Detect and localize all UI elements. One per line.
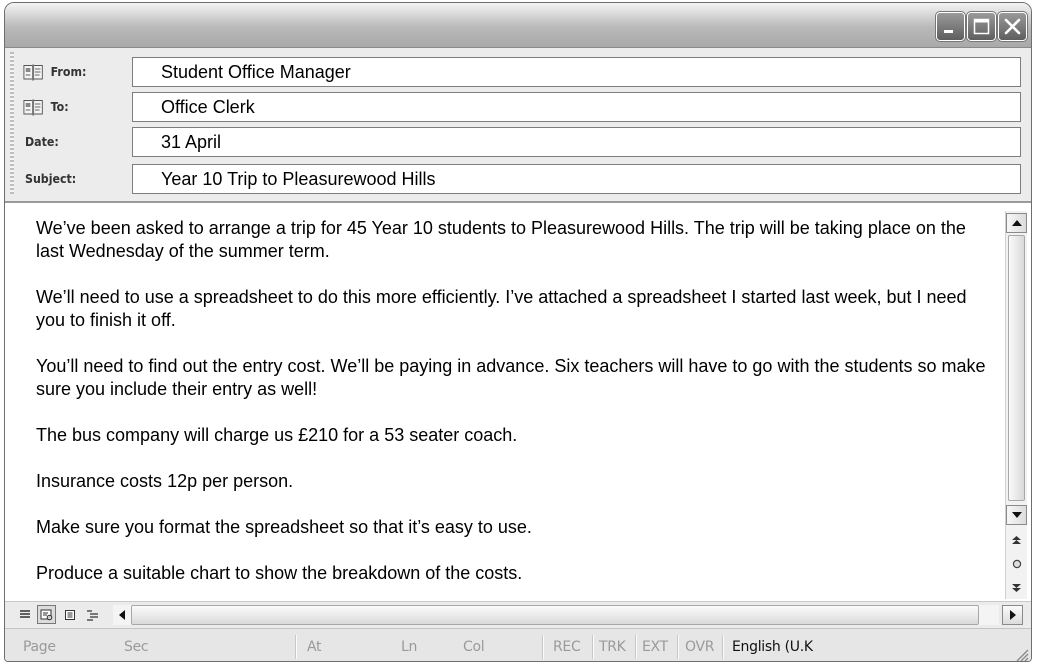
next-page-button[interactable]	[1006, 577, 1027, 599]
status-separator	[295, 635, 297, 659]
outline-view-button[interactable]	[83, 605, 102, 624]
status-at: At	[307, 638, 322, 655]
close-button[interactable]	[998, 12, 1027, 41]
from-label[interactable]	[23, 57, 120, 87]
body-paragraph: You’ll need to find out the entry cost. We’ll be paying in advance. Six teachers will have to go with the students so make sure you include their entry as well!	[36, 356, 986, 399]
maximize-icon	[972, 17, 991, 36]
status-section: Sec	[124, 638, 149, 655]
status-column: Col	[463, 638, 485, 655]
email-window	[4, 2, 1032, 662]
date-field[interactable]: 31 April	[132, 127, 1021, 157]
double-down-icon	[1012, 583, 1021, 593]
window-controls	[936, 12, 1027, 41]
double-up-icon	[1012, 535, 1021, 545]
date-row	[5, 127, 1031, 157]
circle-icon	[1012, 559, 1022, 569]
normal-view-icon	[19, 609, 31, 620]
web-layout-button[interactable]	[37, 605, 56, 624]
status-separator	[722, 635, 724, 659]
print-layout-icon	[64, 609, 76, 621]
status-language[interactable]: English (U.K	[732, 638, 813, 655]
normal-view-button[interactable]	[15, 605, 34, 624]
body-paragraph: We’ve been asked to arrange a trip for 45 Year 10 students to Pleasurewood Hills. The trip will be taking place on the last Wednesday of the summer term.	[36, 218, 966, 261]
from-row	[5, 57, 1031, 87]
subject-field[interactable]: Year 10 Trip to Pleasurewood Hills	[132, 164, 1021, 194]
to-label[interactable]	[23, 92, 120, 122]
minimize-button[interactable]	[936, 12, 965, 41]
outline-view-icon	[86, 609, 99, 621]
body-paragraph: Make sure you format the spreadsheet so that it’s easy to use.	[36, 517, 532, 537]
status-line: Ln	[401, 638, 418, 655]
scroll-up-button[interactable]	[1006, 213, 1027, 233]
status-separator	[635, 635, 637, 659]
status-ovr[interactable]: OVR	[685, 638, 715, 655]
scroll-down-button[interactable]	[1006, 505, 1027, 525]
web-layout-icon	[40, 609, 53, 621]
browse-object-button[interactable]	[1006, 553, 1027, 575]
to-row	[5, 92, 1031, 122]
body-paragraph: Produce a suitable chart to show the breakdown of the costs.	[36, 563, 523, 583]
resize-grip-icon[interactable]	[1013, 646, 1029, 662]
address-book-icon[interactable]	[23, 99, 43, 116]
status-ext[interactable]: EXT	[642, 638, 668, 655]
arrow-down-icon	[1012, 512, 1022, 518]
arrow-up-icon	[1012, 220, 1022, 226]
maximize-button[interactable]	[967, 12, 996, 41]
message-header	[5, 48, 1031, 203]
subject-label: Subject:	[25, 172, 77, 186]
print-layout-button[interactable]	[60, 605, 79, 624]
from-label-text: From:	[50, 65, 87, 79]
view-and-scroll-bar	[5, 601, 1031, 628]
body-paragraph: The bus company will charge us £210 for a 53 seater coach.	[36, 425, 518, 445]
status-separator	[677, 635, 679, 659]
message-body[interactable]	[5, 203, 1031, 601]
subject-row	[5, 164, 1031, 194]
scroll-left-button[interactable]	[113, 605, 131, 625]
body-paragraph: We’ll need to use a spreadsheet to do this more efficiently. I’ve attached a spreadsheet I started last week, but I need you to finish it off.	[36, 287, 967, 330]
vertical-scrollbar[interactable]	[1005, 211, 1027, 599]
status-separator	[542, 635, 544, 659]
status-separator	[592, 635, 594, 659]
to-label-text: To:	[50, 100, 69, 114]
arrow-left-icon	[119, 610, 125, 620]
close-icon	[1003, 17, 1022, 36]
status-bar	[5, 628, 1031, 662]
horizontal-scrollbar[interactable]	[113, 605, 999, 625]
arrow-right-icon	[1010, 610, 1016, 620]
status-trk[interactable]: TRK	[599, 638, 626, 655]
minimize-icon	[941, 17, 960, 36]
horizontal-scroll-thumb[interactable]	[131, 605, 979, 625]
to-field[interactable]: Office Clerk	[132, 92, 1021, 122]
title-bar[interactable]	[5, 3, 1031, 48]
status-rec[interactable]: REC	[553, 638, 581, 655]
previous-page-button[interactable]	[1006, 529, 1027, 551]
body-paragraph: Insurance costs 12p per person.	[36, 471, 294, 491]
scroll-right-button[interactable]	[1002, 605, 1023, 625]
status-page: Page	[23, 638, 56, 655]
address-book-icon[interactable]	[23, 64, 43, 81]
message-text[interactable]	[36, 217, 991, 608]
vertical-scroll-thumb[interactable]	[1008, 235, 1025, 501]
from-field[interactable]: Student Office Manager	[132, 57, 1021, 87]
date-label: Date:	[25, 135, 59, 149]
